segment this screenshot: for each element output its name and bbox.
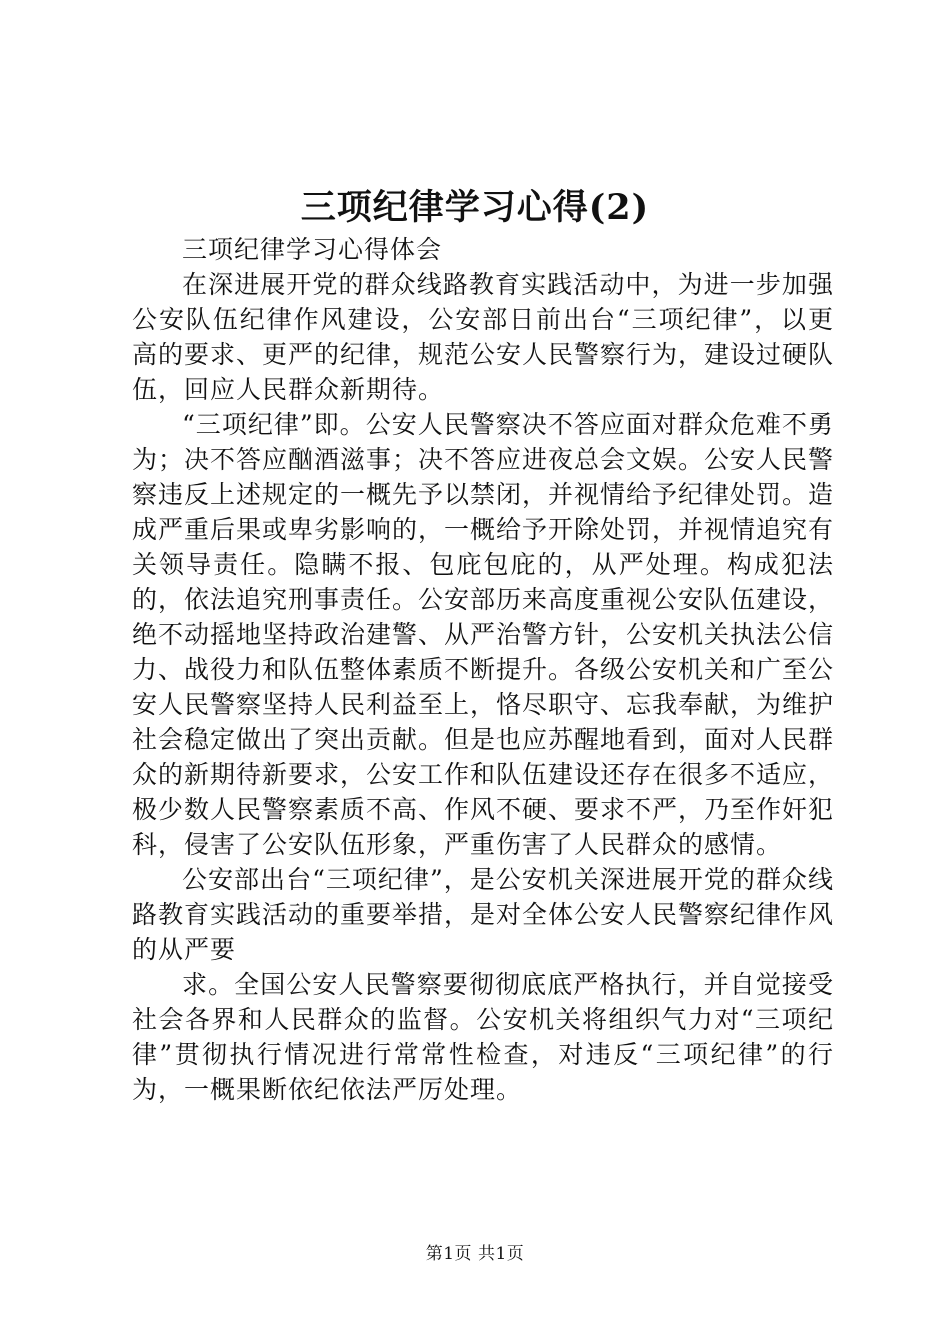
paragraph-implementation: 求。全国公安人民警察要彻彻底底严格执行，并自觉接受社会各界和人民群众的监督。公安机关将组织气力对“三项纪律”贯彻执行情况进行常常性检查，对违反“三项纪律”的行为，一概果断依纪依法严厉处理。 — [132, 970, 834, 1104]
paragraph-three-disciplines: “三项纪律”即。公安人民警察决不答应面对群众危难不勇为；决不答应酗酒滋事；决不答应进夜总会文娱。公安人民警察违反上述规定的一概先予以禁闭，并视情给予纪律处罚。造成严重后果或卑劣影响的，一概给予开除处罚，并视情追究有关领导责任。隐瞒不报、包庇包庇的，从严处理。构成犯法的，依法追究刑事责任。公安部历来高度重视公安队伍建设，绝不动摇地坚持政治建警、从严治警方针，公安机关执法公信力、战役力和队伍整体素质不断提升。各级公安机关和广至公安人民警察坚持人民利益至上，恪尽职守、忘我奉献，为维护社会稳定做出了突出贡献。但是也应苏醒地看到，面对人民群众的新期待新要求，公安工作和队伍建设还存在很多不适应，极少数人民警察素质不高、作风不硬、要求不严，乃至作奸犯科，侵害了公安队伍形象，严重伤害了人民群众的感情。 — [132, 410, 835, 859]
document-body — [132, 232, 834, 1107]
paragraph-significance: 公安部出台“三项纪律”，是公安机关深进展开党的群众线路教育实践活动的重要举措，是对全体公安人民警察纪律作风的从严要 — [132, 865, 835, 964]
paragraph-intro: 在深进展开党的群众线路教育实践活动中，为进一步加强公安队伍纪律作风建设，公安部日前出台“三项纪律”，以更高的要求、更严的纪律，规范公安人民警察行为，建设过硬队伍，回应人民群众新期待。 — [132, 270, 835, 404]
page-number-footer: 第1页 共1页 — [425, 1244, 525, 1264]
page-title: 三项纪律学习心得(2) — [300, 187, 650, 228]
paragraph-subtitle: 三项纪律学习心得体会 — [182, 235, 443, 264]
